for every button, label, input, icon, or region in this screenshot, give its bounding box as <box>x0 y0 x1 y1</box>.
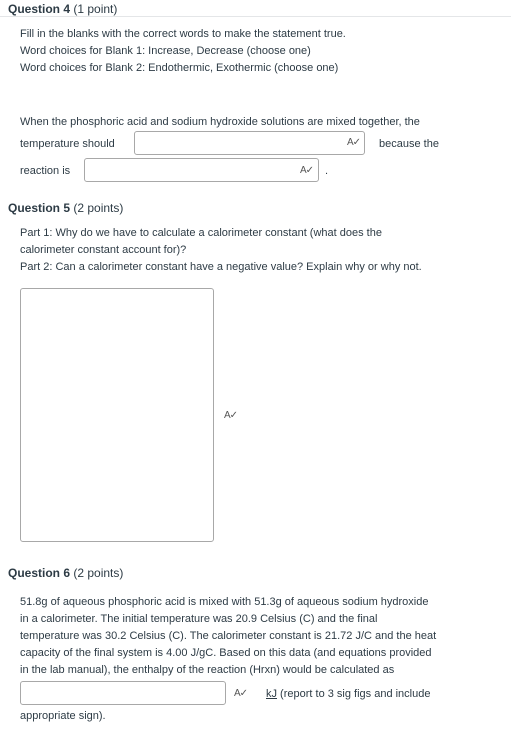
q6-text-line-4: capacity of the final system is 4.00 J/gC. Based on this data (and equations provided <box>20 647 432 659</box>
spellcheck-icon[interactable]: A✓ <box>347 137 361 148</box>
q4-statement-line-3a: reaction is <box>20 165 71 177</box>
q6-last-line: appropriate sign). <box>20 710 106 722</box>
q4-blank-1-input[interactable] <box>134 131 365 155</box>
q6-text-line-1: 51.8g of aqueous phosphoric acid is mixed with 51.3g of aqueous sodium hydroxide <box>20 596 429 608</box>
q4-statement-line-2a: temperature should <box>20 138 115 150</box>
spellcheck-icon[interactable]: A✓ <box>224 410 238 421</box>
question-6-title: Question 6 <box>8 566 71 580</box>
q4-statement-period: . <box>325 165 329 177</box>
q4-instruction-3: Word choices for Blank 2: Endothermic, Exothermic (choose one) <box>20 62 339 74</box>
q4-statement-line-1: When the phosphoric acid and sodium hydroxide solutions are mixed together, the <box>20 116 420 128</box>
question-6-points: (2 points) <box>73 566 124 580</box>
question-4-points: (1 point) <box>73 2 118 16</box>
q5-part-1-line-1: Part 1: Why do we have to calculate a calorimeter constant (what does the <box>20 227 382 239</box>
q6-unit-link[interactable]: kJ <box>266 688 277 700</box>
question-5-points: (2 points) <box>73 201 124 215</box>
q4-statement-line-2b: because the <box>379 138 439 150</box>
question-5-title: Question 5 <box>8 201 71 215</box>
question-6-header <box>8 566 123 580</box>
q5-answer-textarea[interactable] <box>20 288 214 542</box>
q4-instruction-2: Word choices for Blank 1: Increase, Decrease (choose one) <box>20 45 311 57</box>
q6-text-line-5: in the lab manual), the enthalpy of the reaction (Hrxn) would be calculated as <box>20 664 395 676</box>
q6-answer-input[interactable] <box>20 681 226 705</box>
q5-part-1-line-2: calorimeter constant account for)? <box>20 244 187 256</box>
spellcheck-icon[interactable]: A✓ <box>234 688 248 699</box>
q4-blank-2-input[interactable] <box>84 158 319 182</box>
q6-unit-text <box>266 686 430 703</box>
q4-instruction-1: Fill in the blanks with the correct words to make the statement true. <box>20 28 346 40</box>
q6-text-line-2: in a calorimeter. The initial temperature was 20.9 Celsius (C) and the final <box>20 613 378 625</box>
question-4-header <box>8 2 117 16</box>
spellcheck-icon[interactable]: A✓ <box>300 165 314 176</box>
question-4-title: Question 4 <box>8 2 71 16</box>
question-5-header <box>8 201 123 215</box>
divider <box>0 16 511 17</box>
q6-text-line-3: temperature was 30.2 Celsius (C). The calorimeter constant is 21.72 J/C and the heat <box>20 630 437 642</box>
q5-part-2: Part 2: Can a calorimeter constant have a negative value? Explain why or why not. <box>20 261 422 273</box>
q6-after-unit: (report to 3 sig figs and include <box>277 688 431 700</box>
